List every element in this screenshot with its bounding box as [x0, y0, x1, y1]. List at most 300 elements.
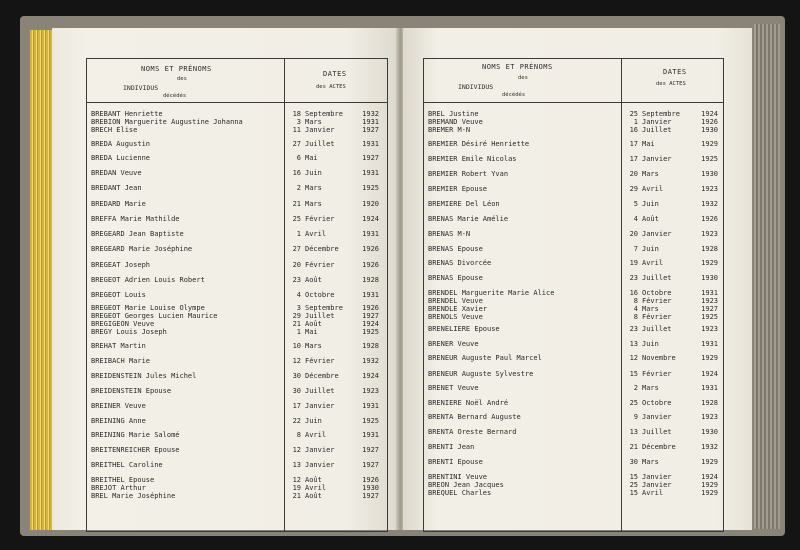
header-dates: DATES	[663, 68, 687, 76]
entry-name: BREMIER Emile Nicolas	[428, 155, 517, 163]
entry-name: BREFFA Marie Mathilde	[91, 215, 180, 223]
entry-month: Février	[642, 297, 672, 305]
entry-day: 30	[629, 458, 638, 466]
entry-name: BREGEOT Georges Lucien Maurice	[91, 312, 218, 320]
header-des: des	[177, 76, 187, 82]
entry-day: 22	[292, 417, 301, 425]
entry-year: 1931	[362, 402, 379, 410]
entry-year: 1926	[362, 245, 379, 253]
left-ledger-table	[86, 58, 388, 532]
ledger-row	[87, 168, 387, 178]
entry-day: 16	[629, 289, 638, 297]
entry-day: 4	[633, 305, 638, 313]
ledger-row	[424, 488, 723, 498]
entry-month: Septembre	[642, 110, 680, 118]
entry-year: 1931	[701, 340, 718, 348]
entry-year: 1930	[362, 484, 379, 492]
entry-day: 18	[292, 110, 301, 118]
entry-month: Septembre	[305, 304, 343, 312]
entry-month: Juillet	[642, 126, 672, 134]
entry-year: 1927	[362, 446, 379, 454]
entry-month: Juillet	[305, 387, 335, 395]
ledger-row	[87, 244, 387, 254]
ledger-row	[87, 491, 387, 501]
entry-day: 19	[629, 259, 638, 267]
entry-name: BREBANT Henriette	[91, 110, 163, 118]
entry-day: 23	[629, 274, 638, 282]
entry-month: Mai	[305, 154, 318, 162]
entry-day: 20	[292, 261, 301, 269]
entry-day: 15	[629, 473, 638, 481]
entry-day: 16	[292, 169, 301, 177]
entry-day: 2	[296, 184, 301, 192]
ledger-row	[87, 229, 387, 239]
entry-day: 20	[629, 170, 638, 178]
entry-day: 17	[629, 140, 638, 148]
entry-name: BRENAS M-N	[428, 230, 471, 238]
entry-day: 15	[629, 370, 638, 378]
entry-year: 1924	[362, 320, 379, 328]
entry-year: 1923	[701, 230, 718, 238]
entry-year: 1925	[701, 313, 718, 321]
entry-month: Août	[305, 476, 322, 484]
entry-year: 1929	[701, 140, 718, 148]
entry-year: 1923	[701, 297, 718, 305]
entry-day: 21	[629, 443, 638, 451]
entry-name: BREGEOT Louis	[91, 291, 146, 299]
entry-day: 16	[629, 126, 638, 134]
entry-name: BREGEAT Joseph	[91, 261, 151, 269]
ledger-row	[87, 125, 387, 135]
entry-day: 1	[296, 230, 301, 238]
entry-day: 12	[292, 476, 301, 484]
entry-month: Janvier	[642, 118, 672, 126]
entry-month: Février	[305, 261, 335, 269]
entry-month: Février	[642, 370, 672, 378]
entry-year: 1926	[362, 476, 379, 484]
entry-month: Mars	[305, 200, 322, 208]
entry-month: Juin	[642, 245, 659, 253]
ledger-row	[87, 371, 387, 381]
entry-name: BRENTA Oreste Bernard	[428, 428, 517, 436]
ledger-row	[87, 356, 387, 366]
entry-day: 1	[633, 118, 638, 126]
entry-month: Novembre	[642, 354, 676, 362]
entry-name: BRENER Veuve	[428, 340, 479, 348]
entry-day: 13	[292, 461, 301, 469]
ledger-row	[424, 199, 723, 209]
ledger-row	[424, 229, 723, 239]
ledger-row	[424, 369, 723, 379]
entry-day: 12	[292, 357, 301, 365]
entry-year: 1924	[362, 215, 379, 223]
entry-month: Mars	[642, 170, 659, 178]
entry-year: 1931	[362, 230, 379, 238]
entry-year: 1931	[362, 140, 379, 148]
header-individus: INDIVIDUS	[123, 84, 159, 92]
entry-day: 4	[296, 291, 301, 299]
entry-day: 23	[292, 276, 301, 284]
entry-year: 1932	[701, 443, 718, 451]
header-decedes: décédés	[502, 92, 526, 98]
entry-month: Janvier	[642, 413, 672, 421]
entry-month: Juillet	[305, 312, 335, 320]
entry-month: Juin	[305, 417, 322, 425]
entry-year: 1927	[701, 305, 718, 313]
right-page	[403, 28, 752, 530]
entry-month: Avril	[305, 230, 327, 238]
ledger-row	[87, 183, 387, 193]
entry-day: 27	[292, 245, 301, 253]
entry-name: BREGEOT Adrien Louis Robert	[91, 276, 205, 284]
ledger-row	[424, 457, 723, 467]
entry-month: Mars	[642, 458, 659, 466]
entry-name: BRENEUR Auguste Sylvestre	[428, 370, 534, 378]
entry-year: 1926	[362, 261, 379, 269]
ledger-row	[424, 125, 723, 135]
entry-day: 27	[292, 140, 301, 148]
entry-month: Juillet	[642, 274, 672, 282]
entry-year: 1927	[362, 461, 379, 469]
ledger-row	[87, 275, 387, 285]
ledger-row	[424, 244, 723, 254]
entry-month: Décembre	[642, 443, 676, 451]
entry-month: Août	[305, 492, 322, 500]
entry-month: Juillet	[305, 140, 335, 148]
entry-name: BREBION Marguerite Augustine Johanna	[91, 118, 243, 126]
ledger-row	[87, 153, 387, 163]
ledger-row	[424, 324, 723, 334]
ledger-row	[424, 339, 723, 349]
entry-name: BREITHEL Caroline	[91, 461, 163, 469]
entry-year: 1931	[701, 384, 718, 392]
entry-year: 1930	[701, 428, 718, 436]
entry-month: Août	[642, 215, 659, 223]
ledger-row	[424, 412, 723, 422]
entry-year: 1931	[362, 118, 379, 126]
entry-year: 1923	[701, 185, 718, 193]
entry-day: 13	[629, 428, 638, 436]
header-noms: NOMS ET PRÉNOMS	[141, 65, 212, 73]
entry-name: BREGY Louis Joseph	[91, 328, 167, 336]
entry-month: Février	[305, 357, 335, 365]
entry-day: 25	[629, 481, 638, 489]
ledger-row	[87, 401, 387, 411]
entry-name: BREINER Veuve	[91, 402, 146, 410]
entry-day: 30	[292, 372, 301, 380]
entry-day: 21	[292, 320, 301, 328]
entry-month: Janvier	[305, 126, 335, 134]
ledger-row	[87, 214, 387, 224]
entry-name: BREDARD Marie	[91, 200, 146, 208]
entry-day: 6	[296, 154, 301, 162]
entry-name: BREITHEL Epouse	[91, 476, 155, 484]
entry-day: 13	[629, 340, 638, 348]
entry-day: 5	[633, 200, 638, 208]
entry-name: BREMIER Désiré Henriette	[428, 140, 530, 148]
ledger-row	[424, 184, 723, 194]
header-noms: NOMS ET PRÉNOMS	[482, 63, 553, 71]
entry-year: 1924	[701, 110, 718, 118]
ledger-row	[424, 139, 723, 149]
entry-year: 1925	[362, 184, 379, 192]
entry-year: 1928	[701, 399, 718, 407]
entry-day: 17	[292, 402, 301, 410]
entry-day: 17	[629, 155, 638, 163]
entry-month: Mars	[305, 342, 322, 350]
entry-name: BREMIER Epouse	[428, 185, 488, 193]
entry-month: Mars	[305, 118, 322, 126]
entry-year: 1920	[362, 200, 379, 208]
ledger-row	[87, 445, 387, 455]
entry-day: 30	[292, 387, 301, 395]
ledger-row	[424, 353, 723, 363]
entry-month: Mars	[305, 184, 322, 192]
entry-month: Mars	[642, 384, 659, 392]
ledger-row	[424, 442, 723, 452]
entry-name: BREGEOT Marie Louise Olympe	[91, 304, 205, 312]
entry-name: BREDAN Veuve	[91, 169, 142, 177]
entry-name: BRENOLS Veuve	[428, 313, 483, 321]
entry-month: Avril	[305, 484, 327, 492]
entry-day: 29	[629, 185, 638, 193]
ledger-row	[87, 290, 387, 300]
entry-name: BREDA Lucienne	[91, 154, 151, 162]
entry-name: BREIDENSTEIN Epouse	[91, 387, 172, 395]
entry-name: BREJOT Arthur	[91, 484, 146, 492]
entry-month: Janvier	[642, 481, 672, 489]
entry-month: Mai	[642, 140, 655, 148]
entry-month: Janvier	[305, 446, 335, 454]
entry-year: 1923	[362, 387, 379, 395]
entry-day: 2	[633, 384, 638, 392]
entry-year: 1932	[362, 357, 379, 365]
entry-name: BRENTINI Veuve	[428, 473, 488, 481]
entry-year: 1927	[362, 126, 379, 134]
ledger-row	[424, 383, 723, 393]
entry-day: 9	[633, 413, 638, 421]
entry-year: 1929	[701, 481, 718, 489]
entry-name: BRENAS Divorcée	[428, 259, 492, 267]
entry-month: Juin	[305, 169, 322, 177]
ledger-row	[87, 139, 387, 149]
entry-day: 8	[633, 297, 638, 305]
entry-month: Avril	[642, 259, 664, 267]
header-des: des	[518, 75, 528, 81]
entry-name: BRENTA Bernard Auguste	[428, 413, 521, 421]
entry-year: 1931	[362, 431, 379, 439]
entry-year: 1927	[362, 492, 379, 500]
entry-name: BREMIER Robert Yvan	[428, 170, 509, 178]
entry-month: Avril	[642, 489, 664, 497]
entry-year: 1929	[701, 489, 718, 497]
entry-year: 1926	[701, 118, 718, 126]
entry-name: BREGIGEON Veuve	[91, 320, 155, 328]
entry-month: Décembre	[305, 245, 339, 253]
entry-name: BRENTI Epouse	[428, 458, 483, 466]
ledger-row	[87, 341, 387, 351]
entry-day: 25	[629, 399, 638, 407]
ledger-row	[424, 214, 723, 224]
entry-month: Janvier	[305, 461, 335, 469]
entry-name: BREMIERE Del Léon	[428, 200, 500, 208]
entry-month: Juin	[642, 340, 659, 348]
entry-year: 1931	[362, 169, 379, 177]
entry-day: 10	[292, 342, 301, 350]
entry-name: BRENAS Epouse	[428, 274, 483, 282]
ledger-row	[424, 273, 723, 283]
ledger-row	[87, 199, 387, 209]
entry-month: Juillet	[642, 428, 672, 436]
entry-day: 7	[633, 245, 638, 253]
entry-year: 1924	[362, 372, 379, 380]
entry-month: Janvier	[642, 155, 672, 163]
entry-year: 1925	[362, 328, 379, 336]
entry-day: 29	[292, 312, 301, 320]
entry-year: 1930	[701, 170, 718, 178]
entry-day: 19	[292, 484, 301, 492]
ledger-row	[424, 169, 723, 179]
entry-name: BRENAS Epouse	[428, 245, 483, 253]
entry-year: 1929	[701, 458, 718, 466]
ledger-row	[87, 260, 387, 270]
entry-month: Juillet	[642, 325, 672, 333]
entry-name: BRENTI Jean	[428, 443, 475, 451]
entry-name: BRENDLE Xavier	[428, 305, 488, 313]
entry-year: 1929	[701, 354, 718, 362]
entry-year: 1924	[701, 370, 718, 378]
entry-day: 25	[292, 215, 301, 223]
entry-day: 12	[629, 354, 638, 362]
entry-day: 12	[292, 446, 301, 454]
entry-day: 8	[296, 431, 301, 439]
entry-name: BREIDENSTEIN Jules Michel	[91, 372, 197, 380]
entry-name: BRENEUR Auguste Paul Marcel	[428, 354, 542, 362]
entry-name: BREL Marie Joséphine	[91, 492, 176, 500]
ledger-row	[87, 460, 387, 470]
entry-year: 1925	[701, 155, 718, 163]
entry-month: Juin	[642, 200, 659, 208]
entry-year: 1925	[362, 417, 379, 425]
entry-month: Octobre	[305, 291, 335, 299]
left-page	[52, 28, 398, 530]
entry-year: 1928	[701, 245, 718, 253]
entry-month: Janvier	[642, 473, 672, 481]
entry-name: BRÉQUEL Charles	[428, 489, 492, 497]
entry-name: BREGEARD Jean Baptiste	[91, 230, 184, 238]
entry-day: 21	[292, 200, 301, 208]
entry-name: BREMER M-N	[428, 126, 471, 134]
entry-name: BRENIERE Noël André	[428, 399, 509, 407]
entry-year: 1930	[701, 126, 718, 134]
entry-name: BREL Justine	[428, 110, 479, 118]
entry-month: Février	[305, 215, 335, 223]
entry-day: 23	[629, 325, 638, 333]
entry-day: 4	[633, 215, 638, 223]
entry-month: Avril	[305, 431, 327, 439]
entry-year: 1923	[701, 413, 718, 421]
entry-year: 1931	[701, 289, 718, 297]
entry-name: BREGEARD Marie Joséphine	[91, 245, 193, 253]
entry-name: BREIBACH Marie	[91, 357, 151, 365]
header-decedes: décédés	[163, 93, 187, 99]
entry-year: 1927	[362, 312, 379, 320]
header-des-actes: des ACTES	[656, 81, 686, 87]
entry-name: BREMAND Veuve	[428, 118, 483, 126]
entry-month: Février	[642, 313, 672, 321]
entry-name: BRENDEL Veuve	[428, 297, 483, 305]
entry-day: 1	[296, 328, 301, 336]
entry-year: 1926	[362, 304, 379, 312]
entry-month: Août	[305, 276, 322, 284]
entry-name: BRECH Elise	[91, 126, 138, 134]
entry-day: 11	[292, 126, 301, 134]
ledger-row	[87, 327, 387, 337]
entry-month: Octobre	[642, 399, 672, 407]
entry-year: 1928	[362, 276, 379, 284]
ledger-row	[87, 386, 387, 396]
ledger-row	[424, 258, 723, 268]
page-edges	[754, 24, 780, 529]
entry-year: 1930	[701, 274, 718, 282]
entry-year: 1923	[701, 325, 718, 333]
entry-month: Avril	[642, 185, 664, 193]
entry-name: BRENDEL Marguerite Marie Alice	[428, 289, 555, 297]
entry-year: 1932	[701, 200, 718, 208]
entry-day: 25	[629, 110, 638, 118]
ledger-row	[424, 312, 723, 322]
ledger-row	[87, 416, 387, 426]
entry-name: BREDA Augustin	[91, 140, 151, 148]
entry-day: 15	[629, 489, 638, 497]
entry-name: BRENAS Marie Amélie	[428, 215, 509, 223]
entry-day: 3	[296, 304, 301, 312]
entry-month: Janvier	[642, 230, 672, 238]
entry-name: BREINING Marie Salomé	[91, 431, 180, 439]
entry-day: 8	[633, 313, 638, 321]
entry-year: 1924	[701, 473, 718, 481]
entry-month: Août	[305, 320, 322, 328]
entry-month: Décembre	[305, 372, 339, 380]
entry-name: BREINING Anne	[91, 417, 146, 425]
entry-name: BREDANT Jean	[91, 184, 142, 192]
entry-name: BRENELIERE Epouse	[428, 325, 500, 333]
entry-name: BREON Jean Jacques	[428, 481, 504, 489]
entry-day: 3	[296, 118, 301, 126]
ledger-row	[424, 427, 723, 437]
entry-day: 21	[292, 492, 301, 500]
right-ledger-table	[423, 58, 724, 532]
ledger-row	[87, 430, 387, 440]
header-dates: DATES	[323, 70, 347, 78]
entry-name: BRENET Veuve	[428, 384, 479, 392]
entry-year: 1932	[362, 110, 379, 118]
entry-day: 20	[629, 230, 638, 238]
entry-year: 1927	[362, 154, 379, 162]
entry-month: Janvier	[305, 402, 335, 410]
entry-year: 1926	[701, 215, 718, 223]
entry-month: Mai	[305, 328, 318, 336]
entry-month: Octobre	[642, 289, 672, 297]
entry-month: Mars	[642, 305, 659, 313]
header-individus: INDIVIDUS	[458, 83, 494, 91]
entry-year: 1928	[362, 342, 379, 350]
ledger-row	[424, 398, 723, 408]
header-des-actes: des ACTES	[316, 84, 346, 90]
ledger-row	[424, 154, 723, 164]
entry-year: 1929	[701, 259, 718, 267]
entry-name: BREITENREICHER Epouse	[91, 446, 180, 454]
